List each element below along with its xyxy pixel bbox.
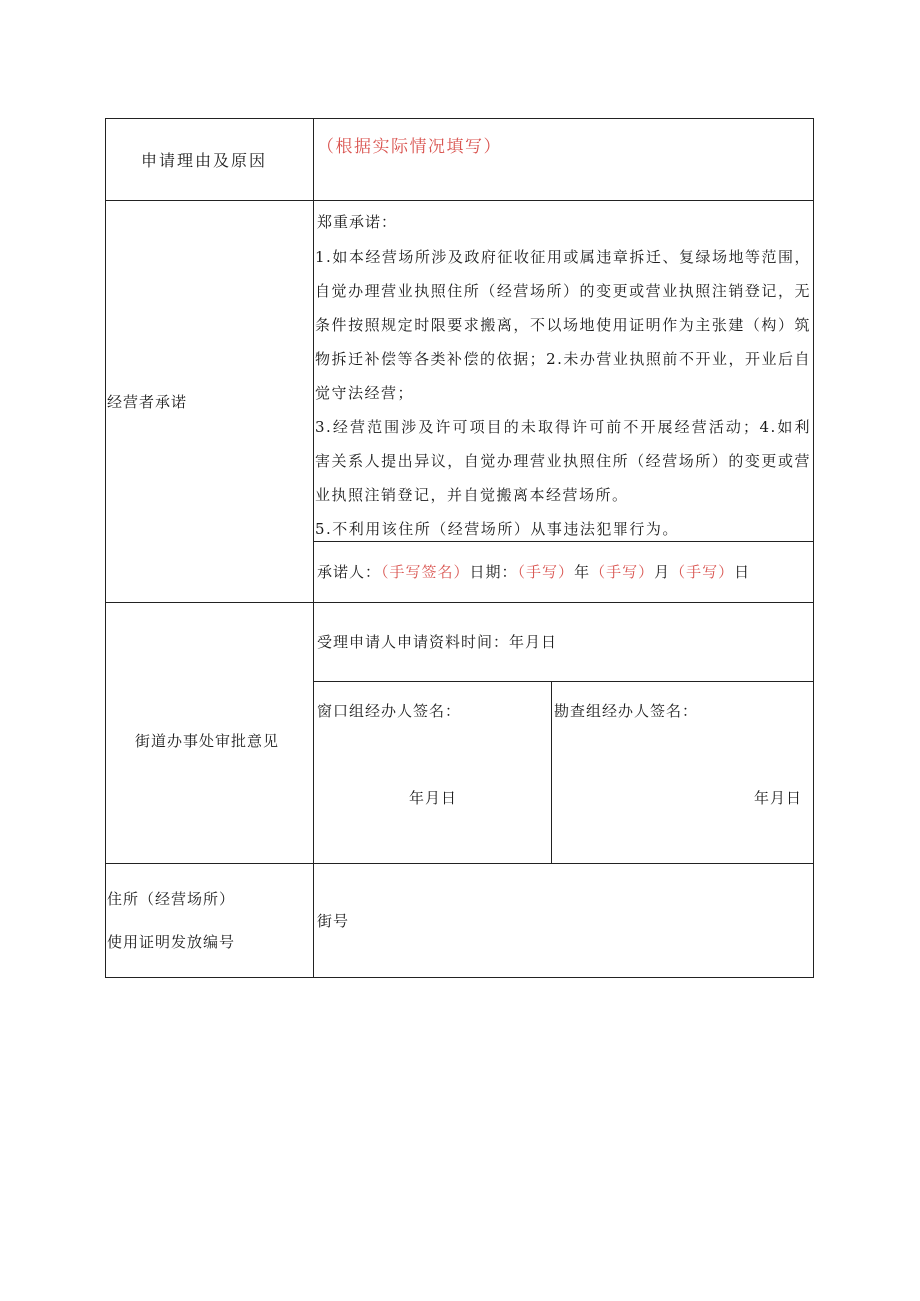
label-column-divider xyxy=(313,118,314,978)
receive-time: 受理申请人申请资料时间：年月日 xyxy=(317,633,558,651)
row-divider-commitment xyxy=(105,602,814,603)
survey-sign-label: 勘查组经办人签名： xyxy=(554,702,699,720)
receive-time-divider xyxy=(313,681,814,682)
row-divider-approval xyxy=(105,863,814,864)
commitment-heading: 郑重承诺： xyxy=(317,213,398,231)
approval-label: 街道办事处审批意见 xyxy=(135,732,280,750)
reason-hint[interactable]: （根据实际情况填写） xyxy=(317,137,502,157)
year-unit: 年 xyxy=(574,563,591,581)
table-border-right xyxy=(813,118,814,978)
table-border-bottom xyxy=(105,977,814,978)
window-sign-label: 窗口组经办人签名： xyxy=(317,702,462,720)
commitment-items xyxy=(315,240,811,546)
commitment-item-1-2: 1.如本经营场所涉及政府征收征用或属违章拆迁、复绿场地等范围，自觉办理营业执照住所（经营场所）的变更或营业执照注销登记，无条件按照规定时限要求搬离，不以场地使用证明作为主张建（构）筑物拆迁补偿等各类补偿的依据；2.未办营业执照前不开业，开业后自觉守法经营； xyxy=(315,248,811,402)
row-divider-reason xyxy=(105,200,814,201)
commitment-label: 经营者承诺 xyxy=(107,393,188,411)
day-unit: 日 xyxy=(734,563,751,581)
year-field[interactable]: （手写） xyxy=(517,563,575,581)
certificate-label-line1: 住所（经营场所） xyxy=(107,890,236,908)
signer-signature-field[interactable]: （手写签名） xyxy=(381,563,470,581)
survey-sign-date: 年月日 xyxy=(754,789,803,807)
signature-column-divider xyxy=(551,681,552,863)
month-field[interactable]: （手写） xyxy=(590,563,655,581)
date-label: 日期： xyxy=(469,563,518,581)
certificate-number-field[interactable]: 街号 xyxy=(317,912,350,930)
commitment-item-3-4: 3.经营范围涉及许可项目的未取得许可前不开展经营活动；4.如利害关系人提出异议，自觉办理营业执照住所（经营场所）的变更或营业执照注销登记，并自觉搬离本经营场所。 xyxy=(315,418,811,504)
reason-label: 申请理由及原因 xyxy=(141,151,268,170)
month-unit: 月 xyxy=(654,563,671,581)
certificate-label-line2: 使用证明发放编号 xyxy=(107,933,236,951)
signer-line xyxy=(317,562,750,582)
commitment-item-5: 5.不利用该住所（经营场所）从事违法犯罪行为。 xyxy=(315,520,679,538)
signer-label: 承诺人： xyxy=(317,563,382,581)
table-border-top xyxy=(105,118,814,119)
window-sign-date: 年月日 xyxy=(409,789,458,807)
day-field[interactable]: （手写） xyxy=(670,563,735,581)
application-form-table xyxy=(105,118,814,978)
table-border-left xyxy=(105,118,106,978)
